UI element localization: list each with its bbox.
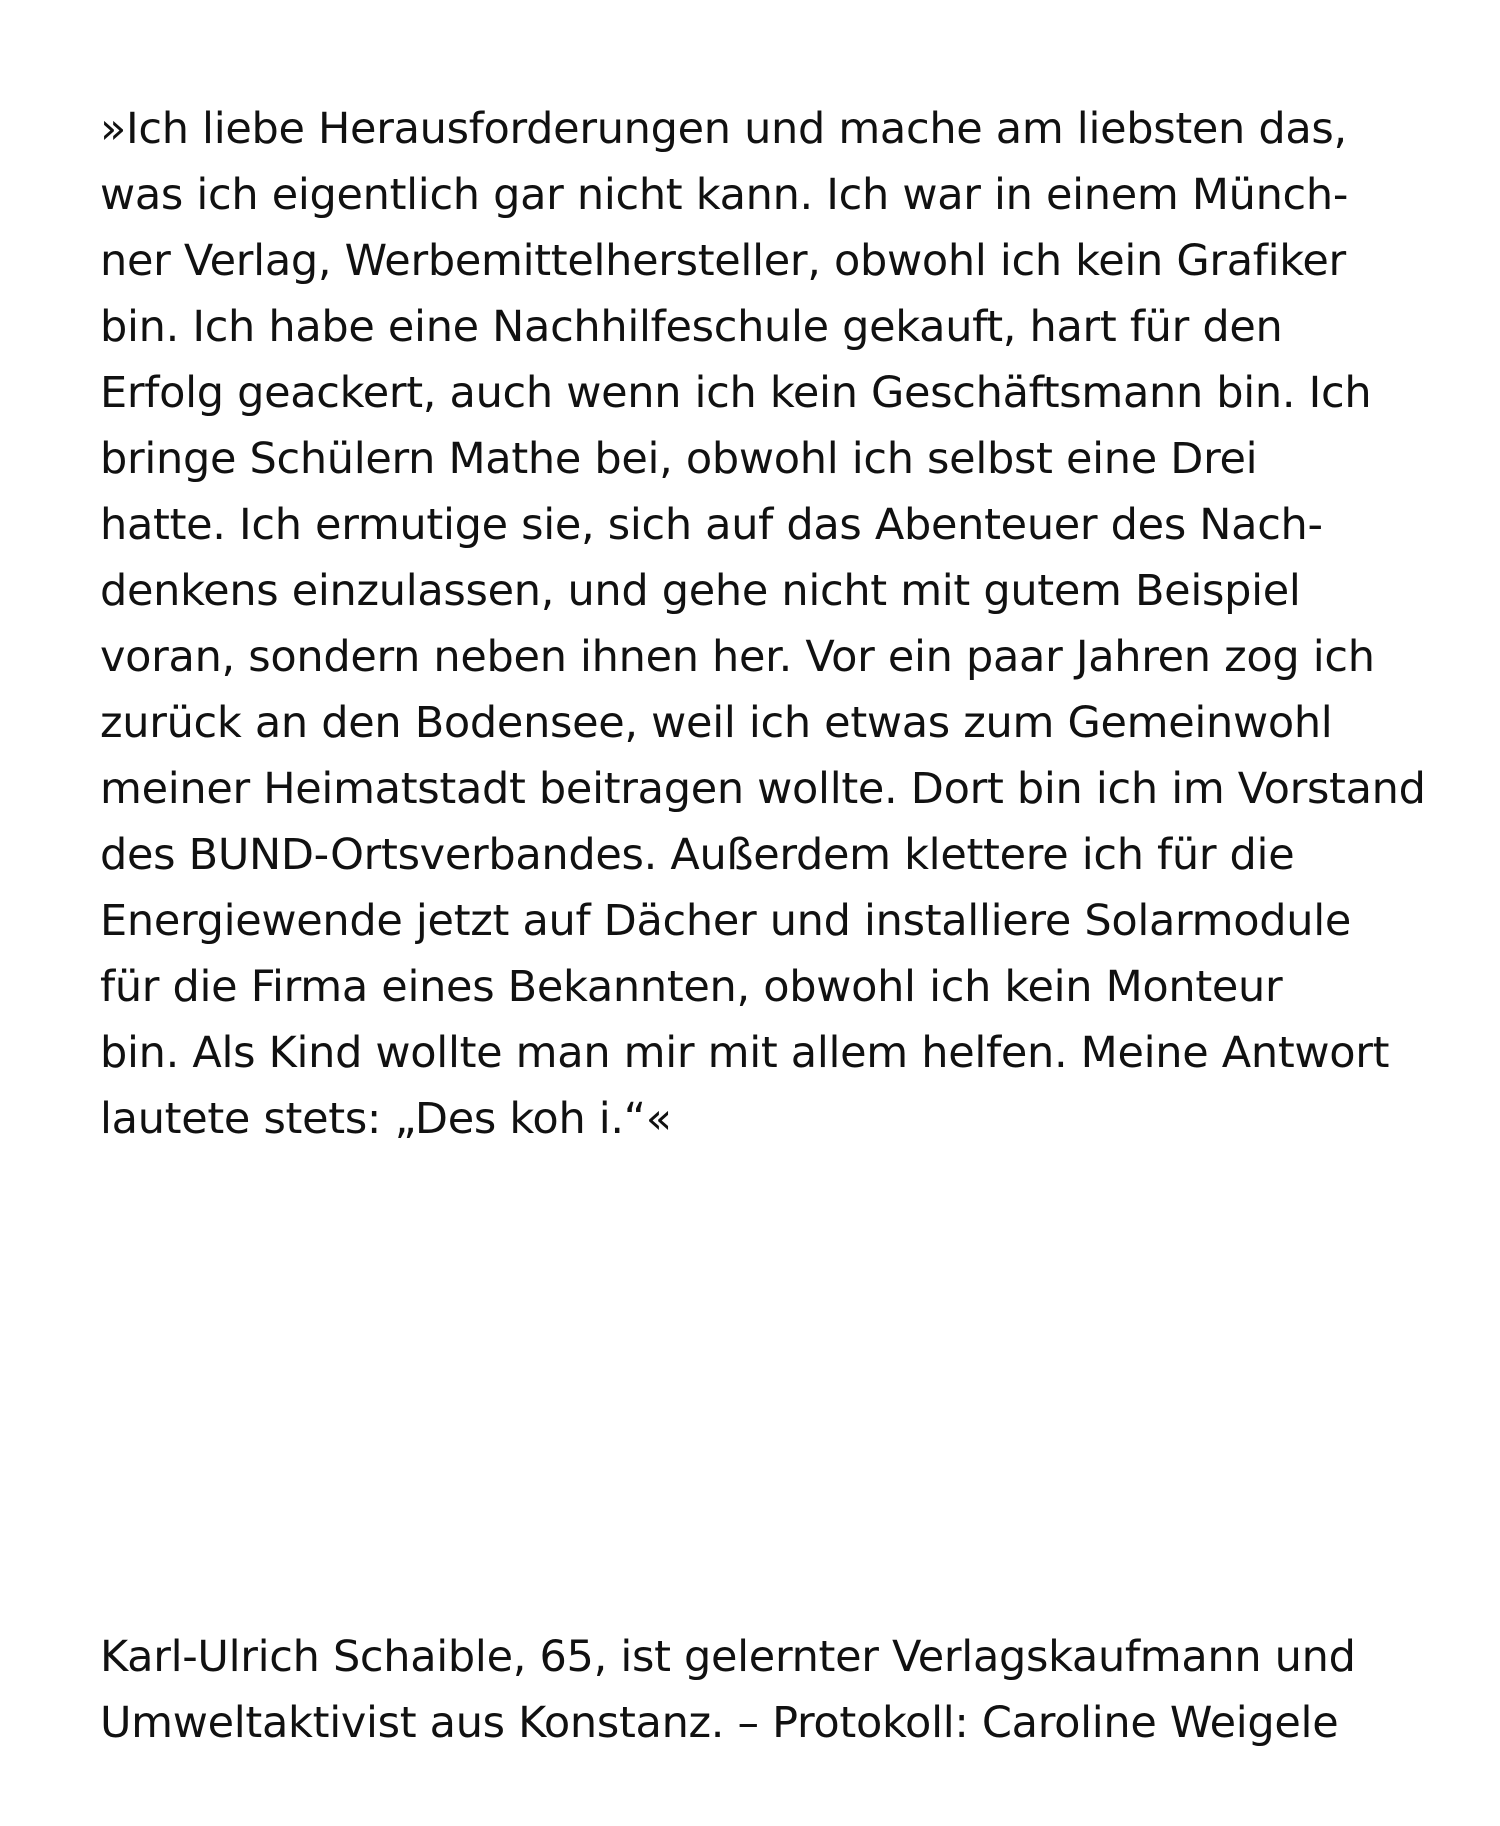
- quote-line: zurück an den Bodensee, weil ich etwas zum Gemeinwohl: [100, 698, 1333, 748]
- quote-line: bringe Schülern Mathe bei, obwohl ich selbst eine Drei: [100, 434, 1258, 484]
- quote-line: denkens einzulassen, und gehe nicht mit gutem Beispiel: [100, 566, 1301, 616]
- author-caption: [100, 1624, 1430, 1756]
- quote-line: voran, sondern neben ihnen her. Vor ein paar Jahren zog ich: [100, 632, 1375, 682]
- quote-line: meiner Heimatstadt beitragen wollte. Dort bin ich im Vorstand: [100, 764, 1426, 814]
- quote-line: was ich eigentlich gar nicht kann. Ich war in einem Münch-: [100, 170, 1349, 220]
- quote-line: Energiewende jetzt auf Dächer und installiere Solarmodule: [100, 896, 1352, 946]
- quote-line: für die Firma eines Bekannten, obwohl ich kein Monteur: [100, 962, 1283, 1012]
- quote-line: Erfolg geackert, auch wenn ich kein Geschäftsmann bin. Ich: [100, 368, 1372, 418]
- quote-line: ner Verlag, Werbemittelhersteller, obwohl ich kein Grafiker: [100, 236, 1346, 286]
- quote-text: [100, 96, 1430, 1152]
- quote-line: lautete stets: „Des koh i.“«: [100, 1094, 672, 1144]
- quote-line: »Ich liebe Herausforderungen und mache am liebsten das,: [100, 104, 1347, 154]
- quote-line: des BUND-Ortsverbandes. Außerdem klettere ich für die: [100, 830, 1295, 880]
- quote-line: bin. Als Kind wollte man mir mit allem helfen. Meine Antwort: [100, 1028, 1390, 1078]
- quote-line: hatte. Ich ermutige sie, sich auf das Abenteuer des Nach-: [100, 500, 1323, 550]
- caption-line: Umweltaktivist aus Konstanz. – Protokoll: Caroline Weigele: [100, 1698, 1339, 1748]
- caption-line: Karl-Ulrich Schaible, 65, ist gelernter Verlagskaufmann und: [100, 1632, 1356, 1682]
- quote-line: bin. Ich habe eine Nachhilfeschule gekauft, hart für den: [100, 302, 1283, 352]
